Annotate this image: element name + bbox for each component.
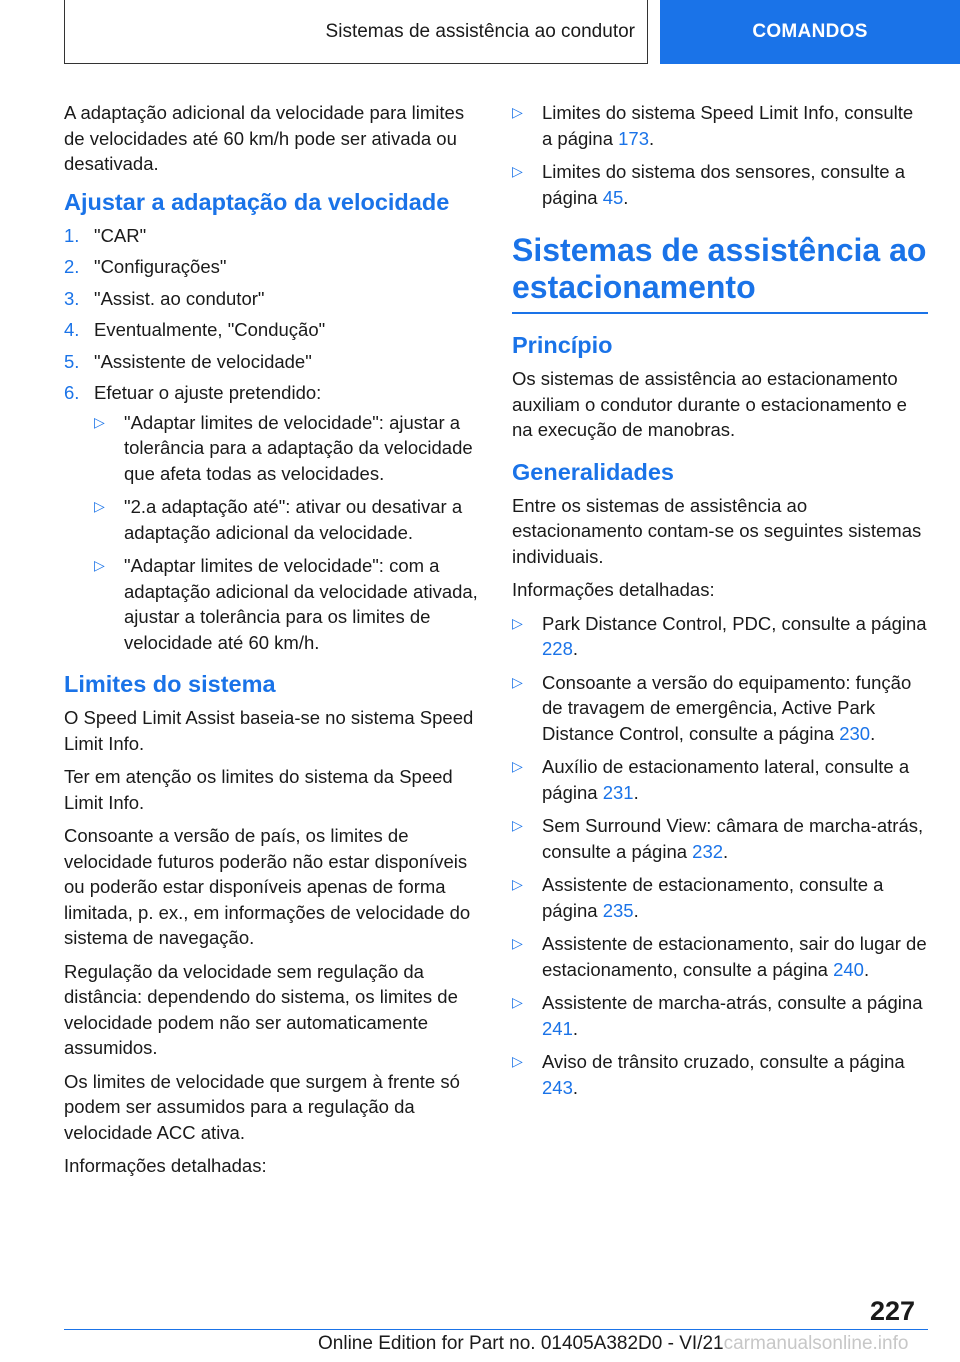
triangle-bullet-icon: ▷ <box>512 935 523 951</box>
triangle-bullet-icon: ▷ <box>512 163 523 179</box>
parking-systems-list <box>512 611 928 1101</box>
adjust-heading: Ajustar a adaptação da velocidade <box>64 188 450 215</box>
limits-paragraph: Consoante a versão de país, os limites de velocidade futuros poderão não estar disponíveis ou poderão estar disponíveis apenas de forma limitada, p. ex., em informações de velocidade do sistema de navegação. <box>64 825 471 948</box>
step-number: 4. <box>64 319 80 340</box>
header-section-title <box>64 0 648 64</box>
triangle-bullet-icon: ▷ <box>512 758 523 774</box>
triangle-bullet-icon: ▷ <box>94 413 105 430</box>
page-link[interactable]: 243 <box>542 1076 573 1098</box>
step-item <box>64 380 478 655</box>
step-number: 5. <box>64 350 80 372</box>
bullet-item: ▷ Park Distance Control, PDC, consulte a página 228. <box>512 612 927 659</box>
bullet-item: ▷ Limites do sistema Speed Limit Info, consulte a página 173. <box>512 102 914 149</box>
page-link[interactable]: 45 <box>602 186 624 208</box>
triangle-bullet-icon: ▷ <box>94 498 105 514</box>
footer-divider <box>64 1329 928 1330</box>
triangle-bullet-icon: ▷ <box>512 817 523 833</box>
page-link[interactable]: 231 <box>602 781 634 803</box>
limits-paragraph: Informações detalhadas: <box>64 1155 267 1176</box>
sub-bullet-item: ▷ "2.a adaptação até": ativar ou desativar a adaptação adicional da velocidade. <box>94 496 463 543</box>
limits-paragraph: Ter em atenção os limites do sistema da Speed Limit Info. <box>64 766 453 813</box>
step-text: "CAR" <box>94 224 147 246</box>
page-number: 227 <box>870 1296 916 1326</box>
step-text: Eventualmente, "Condução" <box>94 319 326 340</box>
section-title: Sistemas de assistência ao condutor <box>325 20 635 42</box>
step-text: "Configurações" <box>94 256 227 277</box>
limits-paragraph: Os limites de velocidade que surgem à frente só podem ser assumidos para a regulação da velocidade ACC ativa. <box>64 1070 460 1143</box>
steps-list <box>64 223 478 656</box>
header-chapter-tab <box>660 0 960 64</box>
bullet-item: ▷ Assistente de estacionamento, sair do lugar de estacionamento, consulte a página 240. <box>512 933 927 980</box>
details-label: Informações detalhadas: <box>512 579 715 600</box>
step-number: 3. <box>64 287 80 309</box>
page-link[interactable]: 232 <box>692 840 724 862</box>
principle-paragraph: Os sistemas de assistência ao estacionamento auxiliam o condutor durante o estacionamento e na execução de manobras. <box>512 368 907 440</box>
page-link[interactable]: 228 <box>542 638 573 659</box>
limits-paragraph: Regulação da velocidade sem regulação da distância: dependendo do sistema, os limites de velocidade podem não ser automaticamente assumidos. <box>64 960 458 1058</box>
general-paragraph: Entre os sistemas de assistência ao estacionamento contam-se os seguintes sistemas individuais. <box>512 494 922 567</box>
principle-heading: Princípio <box>512 332 613 358</box>
step-text: "Assistente de velocidade" <box>94 350 312 372</box>
sub-bullet-item: ▷ "Adaptar limites de velocidade": ajustar a tolerância para a adaptação da velocidade que afeta todas as velocidades. <box>94 411 473 484</box>
step-item <box>64 286 478 312</box>
edition-text: Online Edition for Part no. 01405A382D0 - VI/21 <box>318 1333 724 1354</box>
page-link[interactable]: 173 <box>618 127 649 149</box>
step-number: 6. <box>64 382 80 403</box>
triangle-bullet-icon: ▷ <box>512 876 523 892</box>
step-item <box>64 254 478 280</box>
limits-heading: Limites do sistema <box>64 671 276 697</box>
watermark-text: carmanualsonline.info <box>723 1333 909 1354</box>
triangle-bullet-icon: ▷ <box>512 673 523 690</box>
bullet-item: ▷ Aviso de trânsito cruzado, consulte a página 243. <box>512 1051 905 1098</box>
step-number: 2. <box>64 256 80 277</box>
footer <box>318 1333 908 1355</box>
main-section-heading: Sistemas de assistência ao estacionamento <box>512 232 928 314</box>
triangle-bullet-icon: ▷ <box>512 104 523 120</box>
page-link[interactable]: 235 <box>602 899 634 921</box>
intro-paragraph: A adaptação adicional da velocidade para limites de velocidades até 60 km/h pode ser ativada ou desativada. <box>64 102 465 174</box>
triangle-bullet-icon: ▷ <box>512 614 523 631</box>
sub-bullet-item: ▷ "Adaptar limites de velocidade": com a adaptação adicional da velocidade ativada, ajustar a tolerância para os limites de velocidade até 60 km/h. <box>94 555 478 653</box>
step-number: 1. <box>64 224 80 246</box>
limits-paragraph: O Speed Limit Assist baseia-se no sistema Speed Limit Info. <box>64 707 474 754</box>
step-item <box>64 317 478 343</box>
bullet-item: ▷ Limites do sistema dos sensores, consulte a página 45. <box>512 161 905 208</box>
left-column <box>64 100 478 1187</box>
page-link[interactable]: 241 <box>542 1017 573 1039</box>
step-item <box>64 349 478 375</box>
step-text: Efetuar o ajuste pretendido: <box>94 382 322 403</box>
page-link[interactable]: 230 <box>839 722 871 744</box>
general-heading: Generalidades <box>512 458 674 485</box>
bullet-item: ▷ Consoante a versão do equipamento: função de travagem de emergência, Active Park Distance Control, consulte a página 230. <box>512 671 912 744</box>
triangle-bullet-icon: ▷ <box>512 994 523 1010</box>
triangle-bullet-icon: ▷ <box>512 1053 523 1069</box>
speed-limit-bullets <box>512 100 928 210</box>
bullet-item: ▷ Assistente de marcha-atrás, consulte a página 241. <box>512 992 923 1039</box>
bullet-item: ▷ Sem Surround View: câmara de marcha-atrás, consulte a página 232. <box>512 815 924 862</box>
step-text: "Assist. ao condutor" <box>94 287 265 309</box>
bullet-item: ▷ Assistente de estacionamento, consulte a página 235. <box>512 874 884 921</box>
right-column <box>512 100 928 1108</box>
page-link[interactable]: 240 <box>833 958 864 980</box>
sub-bullet-list <box>94 410 478 656</box>
chapter-title: COMANDOS <box>752 21 868 42</box>
triangle-bullet-icon: ▷ <box>94 557 105 573</box>
bullet-item: ▷ Auxílio de estacionamento lateral, consulte a página 231. <box>512 756 910 803</box>
step-item <box>64 223 478 249</box>
